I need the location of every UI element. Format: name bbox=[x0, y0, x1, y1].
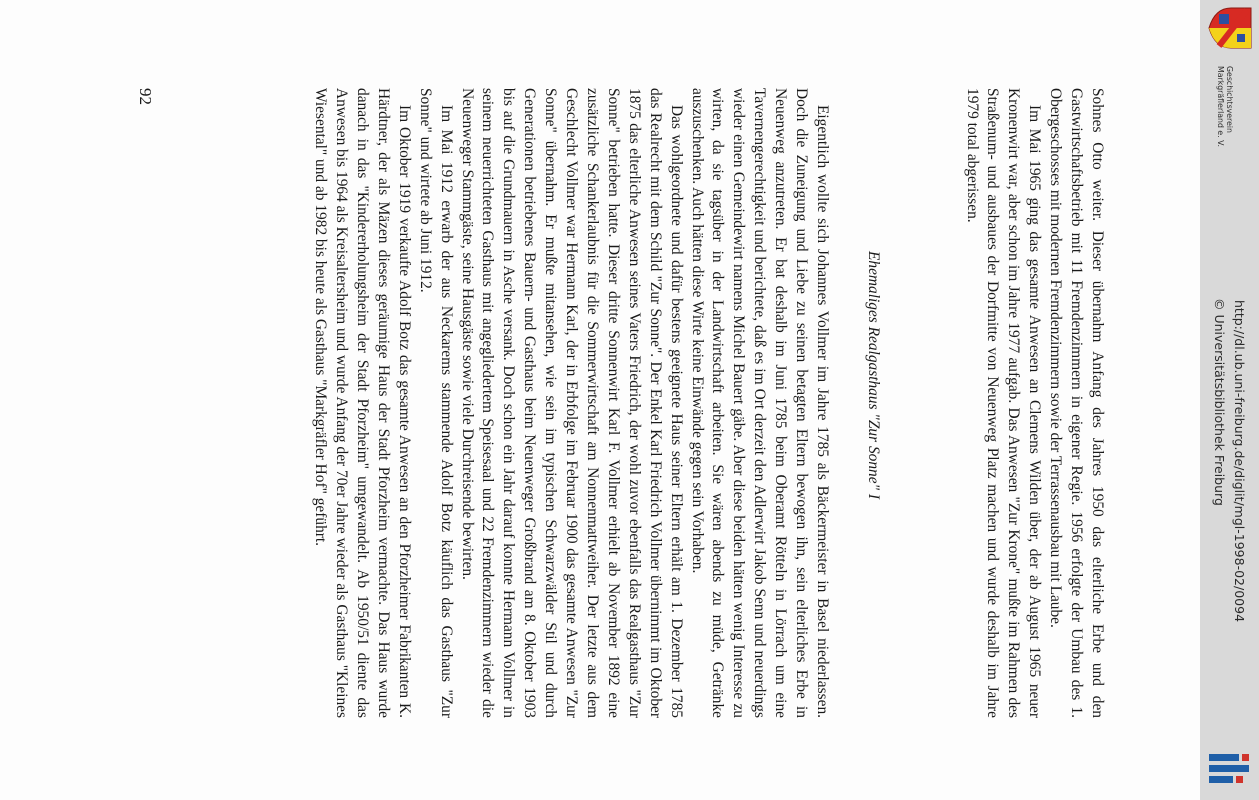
paragraph-5: Im Mai 1912 erwarb der aus Neckarems stammende Adolf Botz käuflich das Gasthaus "Zur Sonne" und wirtete ab Juni 1912. bbox=[416, 88, 455, 718]
paragraph-6: Im Oktober 1919 verkaufte Adolf Botz das gesamte Anwesen an den Pforzheimer Fabrikanten K. Härdtner, der als Mäzen dieses geräumige Haus der Stadt Pforzheim vermachte. Das Haus wurde danach in das "Kindererholungsheim der Stadt Pforzheim" umgewandelt. Ab 1950/51 diente das Anwesen bis 1964 als Kreisaltersheim und wurde Anfang der 70er Jahre wieder als Gasthaus "Kleines Wiesental" und ab 1982 bis heute als Gasthaus "Markgräfler Hof" geführt. bbox=[312, 88, 413, 718]
society-line-1: Geschichtsverein bbox=[1225, 66, 1234, 133]
society-name bbox=[1215, 66, 1234, 147]
paragraph-2: Im Mai 1965 ging das gesamte Anwesen an Clemens Wilden über, der ab August 1965 neuer Kronenwirt war, aber schon im Jahre 1977 aufgab. Das Anwesen "Zur Krone" mußte im Rahmen des Straßenum- und ausbaues der Dorfmitte von Neuenweg Platz machen und wurde deshalb im Jahre 1979 total abgerissen. bbox=[963, 88, 1044, 718]
university-library-logo-icon bbox=[1205, 750, 1253, 790]
paragraph-1: Sohnes Otto weiter. Dieser übernahm Anfang des Jahres 1950 das elterliche Erbe und den Gastwirtschaftsbetrieb mit 11 Fremdenzimmern in eigener Regie. 1956 erfolgte der Umbau des 1. Obergeschosses mit modernen Fremdenzimmern sowie der Terrassenausbau mit Laube. bbox=[1047, 88, 1106, 718]
paragraph-4: Das wohlgeordnete und dafür bestens geeignete Haus seiner Eltern erhält am 1. Dezember 1785 das Realrecht mit dem Schild "Zur Sonne". Der Enkel Karl Friedrich Vollmer übernimmt im Oktober 1875 das elterliche Anwesen seines Vaters Friedrich, der wohl zuvor ebenfalls das Realgasthaus "Zur Sonne" betrieben hatte. Dieser dritte Sonnenwirt Karl F. Vollmer erhielt ab November 1892 eine zusätzliche Schankerlaubnis für die Sommerwirtschaft am Nonnenmattweiher. Der letzte aus dem Geschlecht Vollmer war Hermann Karl, der in Erbfolge im Februar 1900 das gesamte Anwesen "Zur Sonne" übernahm. Er mußte mitansehen, wie sein im typischen Schwarzwälder Stil und durch Generationen betriebenes Bauern- und Gasthaus beim Neuenweger Großbrand am 8. Oktober 1903 bis auf die Grundmauern in Asche versank. Doch schon ein Jahr darauf konnte Hermann Vollmer in seinem neuerrichteten Gasthaus mit angegliedertem Speisesaal und 22 Fremdenzimmern wieder die Neuenweger Stammgäste, seine Hausgäste sowie viele Durchreisende bewirten. bbox=[458, 88, 685, 718]
viewer-sidebar bbox=[1200, 0, 1259, 800]
coat-of-arms-icon bbox=[1207, 4, 1255, 52]
text-section-main bbox=[309, 88, 832, 718]
document-url-link[interactable]: http://dl.ub.uni-freiburg.de/diglit/mgl-1998-02/0094 bbox=[1232, 300, 1247, 623]
paragraph-3: Eigentlich wollte sich Johannes Vollmer im Jahre 1785 als Bäckermeister in Basel niederlassen. Doch die Zuneigung und Liebe zu seinen betagten Eltern bewogen ihn, sein elterliches Erbe in Neuenweg anzutreten. Er bat deshalb im Juni 1785 beim Oberamt Rötteln in Lörrach um eine Tavernengerechtigkeit und berichtete, daß es im Ort derzeit den Adlerwirt Jakob Senn und neuerdings wieder einen Gemeindewirt namens Michel Bauert gäbe. Aber diese beiden hätten wenig Interesse zu wirten, da sie tagsüber in der Landwirtschaft arbeiten. Sie wären abends zu müde, Getränke auszuschenken. Auch hätten diese Wirte keine Einwände gegen sein Vorhaben. bbox=[688, 88, 831, 718]
text-section-top bbox=[961, 88, 1107, 718]
page-number: 92 bbox=[136, 88, 155, 105]
society-line-2: Markgräflerland e. V. bbox=[1215, 66, 1225, 147]
sidebar-rotated-content bbox=[1200, 0, 1259, 800]
copyright-notice: © Universitätsbibliothek Freiburg bbox=[1212, 298, 1227, 506]
section-heading: Ehemaliges Realgasthaus "Zur Sonne" I bbox=[865, 250, 882, 500]
